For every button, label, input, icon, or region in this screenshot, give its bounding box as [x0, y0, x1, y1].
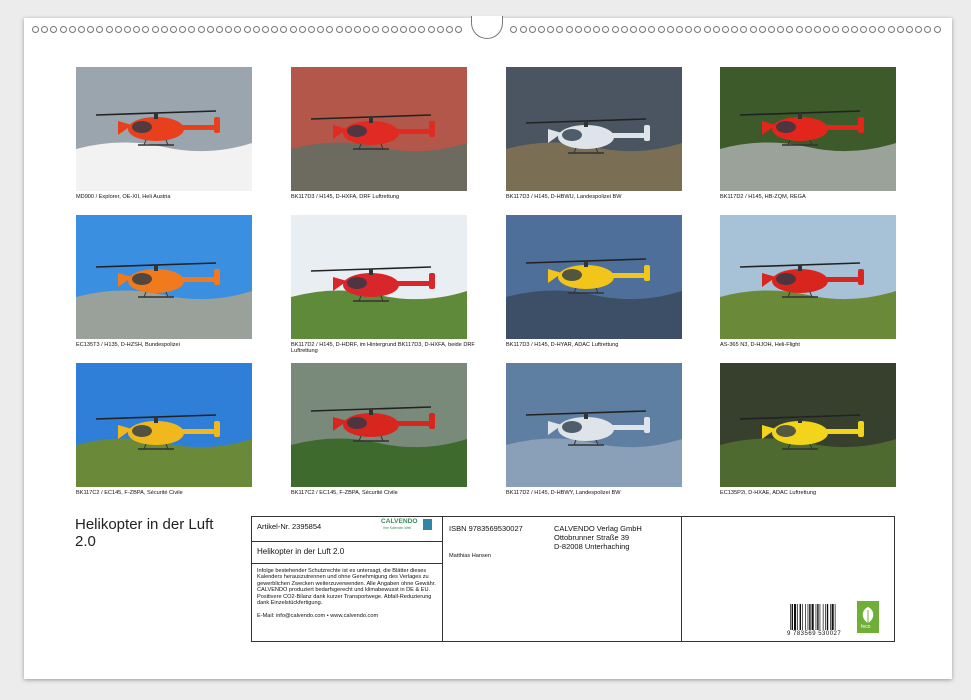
- binding-ring: [207, 26, 214, 33]
- helicopter-photo: [291, 215, 467, 339]
- article-number: Artikel-Nr. 2395854: [257, 522, 322, 531]
- calendar-title: Helikopter in der Luft 2.0: [75, 516, 214, 550]
- binding-ring: [87, 26, 94, 33]
- binding-ring: [354, 26, 361, 33]
- binding-ring: [280, 26, 287, 33]
- helicopter-photo: [720, 67, 896, 191]
- photo-caption: BK117C2 / EC145, F-ZBPA, Sécurité Civile: [76, 490, 183, 496]
- binding-ring: [888, 26, 895, 33]
- binding-ring: [906, 26, 913, 33]
- binding-ring: [851, 26, 858, 33]
- author: Matthias Hansen: [449, 553, 491, 559]
- isbn: ISBN 9783569530027: [449, 524, 523, 533]
- binding-ring: [805, 26, 812, 33]
- binding-ring: [271, 26, 278, 33]
- binding-ring: [244, 26, 251, 33]
- binding-ring: [538, 26, 545, 33]
- binding-ring: [878, 26, 885, 33]
- binding-ring: [290, 26, 297, 33]
- binding-ring: [510, 26, 517, 33]
- photo-caption: EC135T3 / H135, D-HZSH, Bundespolizei: [76, 342, 180, 348]
- binding-ring: [60, 26, 67, 33]
- binding-ring: [308, 26, 315, 33]
- binding-ring: [336, 26, 343, 33]
- photo-caption: BK117D3 / H145, D-HBWU, Landespolizei BW: [506, 194, 622, 200]
- binding-ring: [731, 26, 738, 33]
- binding-ring: [814, 26, 821, 33]
- binding-ring: [694, 26, 701, 33]
- helicopter-photo: [76, 67, 252, 191]
- divider: [251, 541, 443, 542]
- binding-ring: [142, 26, 149, 33]
- binding-ring: [759, 26, 766, 33]
- binding-ring: [216, 26, 223, 33]
- binding-ring: [556, 26, 563, 33]
- binding-ring: [786, 26, 793, 33]
- calvendo-logo-text: CALVENDO: [381, 518, 418, 525]
- publisher-address: [554, 524, 642, 551]
- helicopter-photo: [720, 363, 896, 487]
- helicopter-photo: [76, 215, 252, 339]
- binding-ring: [630, 26, 637, 33]
- barcode-number: 9 783569 530027: [787, 631, 842, 637]
- binding-ring: [391, 26, 398, 33]
- feco-logo: [857, 601, 879, 633]
- binding-ring: [69, 26, 76, 33]
- binding-ring: [106, 26, 113, 33]
- binding-ring: [740, 26, 747, 33]
- binding-ring: [382, 26, 389, 33]
- binding-ring: [326, 26, 333, 33]
- binding-ring: [529, 26, 536, 33]
- binding-ring: [161, 26, 168, 33]
- photo-caption: EC135P2i, D-HXAE, ADAC Luftrettung: [720, 490, 817, 496]
- binding-ring: [602, 26, 609, 33]
- binding-ring: [152, 26, 159, 33]
- contact-line: E-Mail: info@calvendo.com • www.calvendo.com: [257, 613, 379, 619]
- binding-ring: [704, 26, 711, 33]
- barcode: [789, 604, 849, 630]
- binding-ring: [115, 26, 122, 33]
- binding-ring: [317, 26, 324, 33]
- binding-ring: [363, 26, 370, 33]
- binding-ring: [170, 26, 177, 33]
- helicopter-photo: [720, 215, 896, 339]
- binding-ring: [225, 26, 232, 33]
- binding-ring: [234, 26, 241, 33]
- binding-ring: [547, 26, 554, 33]
- binding-ring: [41, 26, 48, 33]
- binding-ring: [915, 26, 922, 33]
- calvendo-tagline: Ihre Kalender-Welt: [383, 526, 412, 530]
- binding-ring: [520, 26, 527, 33]
- binding-ring: [768, 26, 775, 33]
- binding-ring: [418, 26, 425, 33]
- product-title: Helikopter in der Luft 2.0: [257, 547, 345, 556]
- publisher-name: CALVENDO Verlag GmbH: [554, 524, 642, 533]
- photo-caption: BK117D3 / H145, D-HXFA, DRF Luftrettung: [291, 194, 400, 200]
- binding-ring: [78, 26, 85, 33]
- helicopter-photo: [506, 363, 682, 487]
- feco-label: feco: [861, 624, 871, 630]
- helicopter-photo: [291, 363, 467, 487]
- helicopter-photo: [76, 363, 252, 487]
- binding-ring: [584, 26, 591, 33]
- binding-ring: [400, 26, 407, 33]
- binding-ring: [198, 26, 205, 33]
- binding-ring: [777, 26, 784, 33]
- binding-ring: [566, 26, 573, 33]
- binding-ring: [639, 26, 646, 33]
- binding-ring: [860, 26, 867, 33]
- binding-ring: [179, 26, 186, 33]
- binding-ring: [750, 26, 757, 33]
- binding-ring: [924, 26, 931, 33]
- binding-ring: [124, 26, 131, 33]
- binding-ring: [345, 26, 352, 33]
- photo-caption: BK117C2 / EC145, F-ZBPA, Sécurité Civile: [291, 490, 398, 496]
- binding-ring: [133, 26, 140, 33]
- binding-ring: [685, 26, 692, 33]
- binding-ring: [869, 26, 876, 33]
- binding-ring: [455, 26, 462, 33]
- binding-ring: [934, 26, 941, 33]
- binding-ring: [658, 26, 665, 33]
- binding-ring: [32, 26, 39, 33]
- photo-caption: BK117D2 / H145, D-HBWY, Landespolizei BW: [506, 490, 621, 496]
- helicopter-photo: [506, 67, 682, 191]
- binding-ring: [299, 26, 306, 33]
- binding-ring: [96, 26, 103, 33]
- photo-caption: MD900 / Explorer, OE-XII, Heli Austria: [76, 194, 171, 200]
- helicopter-photo: [291, 67, 467, 191]
- photo-caption: BK117D3 / H145, D-HYAR, ADAC Luftrettung: [506, 342, 619, 348]
- publisher-city: D-82008 Unterhaching: [554, 542, 630, 551]
- binding-ring: [676, 26, 683, 33]
- binding-ring: [50, 26, 57, 33]
- binding-ring: [713, 26, 720, 33]
- binding-ring: [832, 26, 839, 33]
- binding-ring: [409, 26, 416, 33]
- binding-ring: [612, 26, 619, 33]
- binding-ring: [262, 26, 269, 33]
- binding-ring: [372, 26, 379, 33]
- legal-text: Infolge bestehender Schutzrechte ist es untersagt, die Blätter dieses Kalenders herauszutrennen und ohne Genehmigung des Verlages zu gewerblichen Zwecken weiterzuverwenden. Alle Angaben ohne Gewähr. CALVENDO produziert bedarfsgerecht und klimabewusst in DE & EU. Positivere CO2-Bilanz dank kurzer Transportwege. Abfall-Reduzierung dank Einzelstückfertigung.: [257, 568, 436, 607]
- binding-ring: [667, 26, 674, 33]
- binding-ring: [842, 26, 849, 33]
- binding-ring: [253, 26, 260, 33]
- photo-caption: AS-365 N3, D-HJOH, Heli-Flight: [720, 342, 800, 348]
- helicopter-photo: [506, 215, 682, 339]
- binding-ring: [621, 26, 628, 33]
- publisher-street: Ottobrunner Straße 39: [554, 533, 630, 542]
- binding-ring: [897, 26, 904, 33]
- binding-ring: [437, 26, 444, 33]
- binding-ring: [575, 26, 582, 33]
- binding-ring: [796, 26, 803, 33]
- binding-ring: [428, 26, 435, 33]
- binding-ring: [722, 26, 729, 33]
- photo-caption: BK117D2 / H145, D-HDRF, im Hintergrund BK117D3, D-HXFA, beide DRF Luftrettung: [291, 342, 475, 355]
- binding-ring: [188, 26, 195, 33]
- calvendo-mark-icon: [423, 519, 432, 530]
- binding-ring: [823, 26, 830, 33]
- binding-ring: [648, 26, 655, 33]
- calvendo-logo: [381, 518, 433, 532]
- binding-ring: [593, 26, 600, 33]
- photo-caption: BK117D2 / H145, HB-ZQM, REGA: [720, 194, 806, 200]
- binding-ring: [446, 26, 453, 33]
